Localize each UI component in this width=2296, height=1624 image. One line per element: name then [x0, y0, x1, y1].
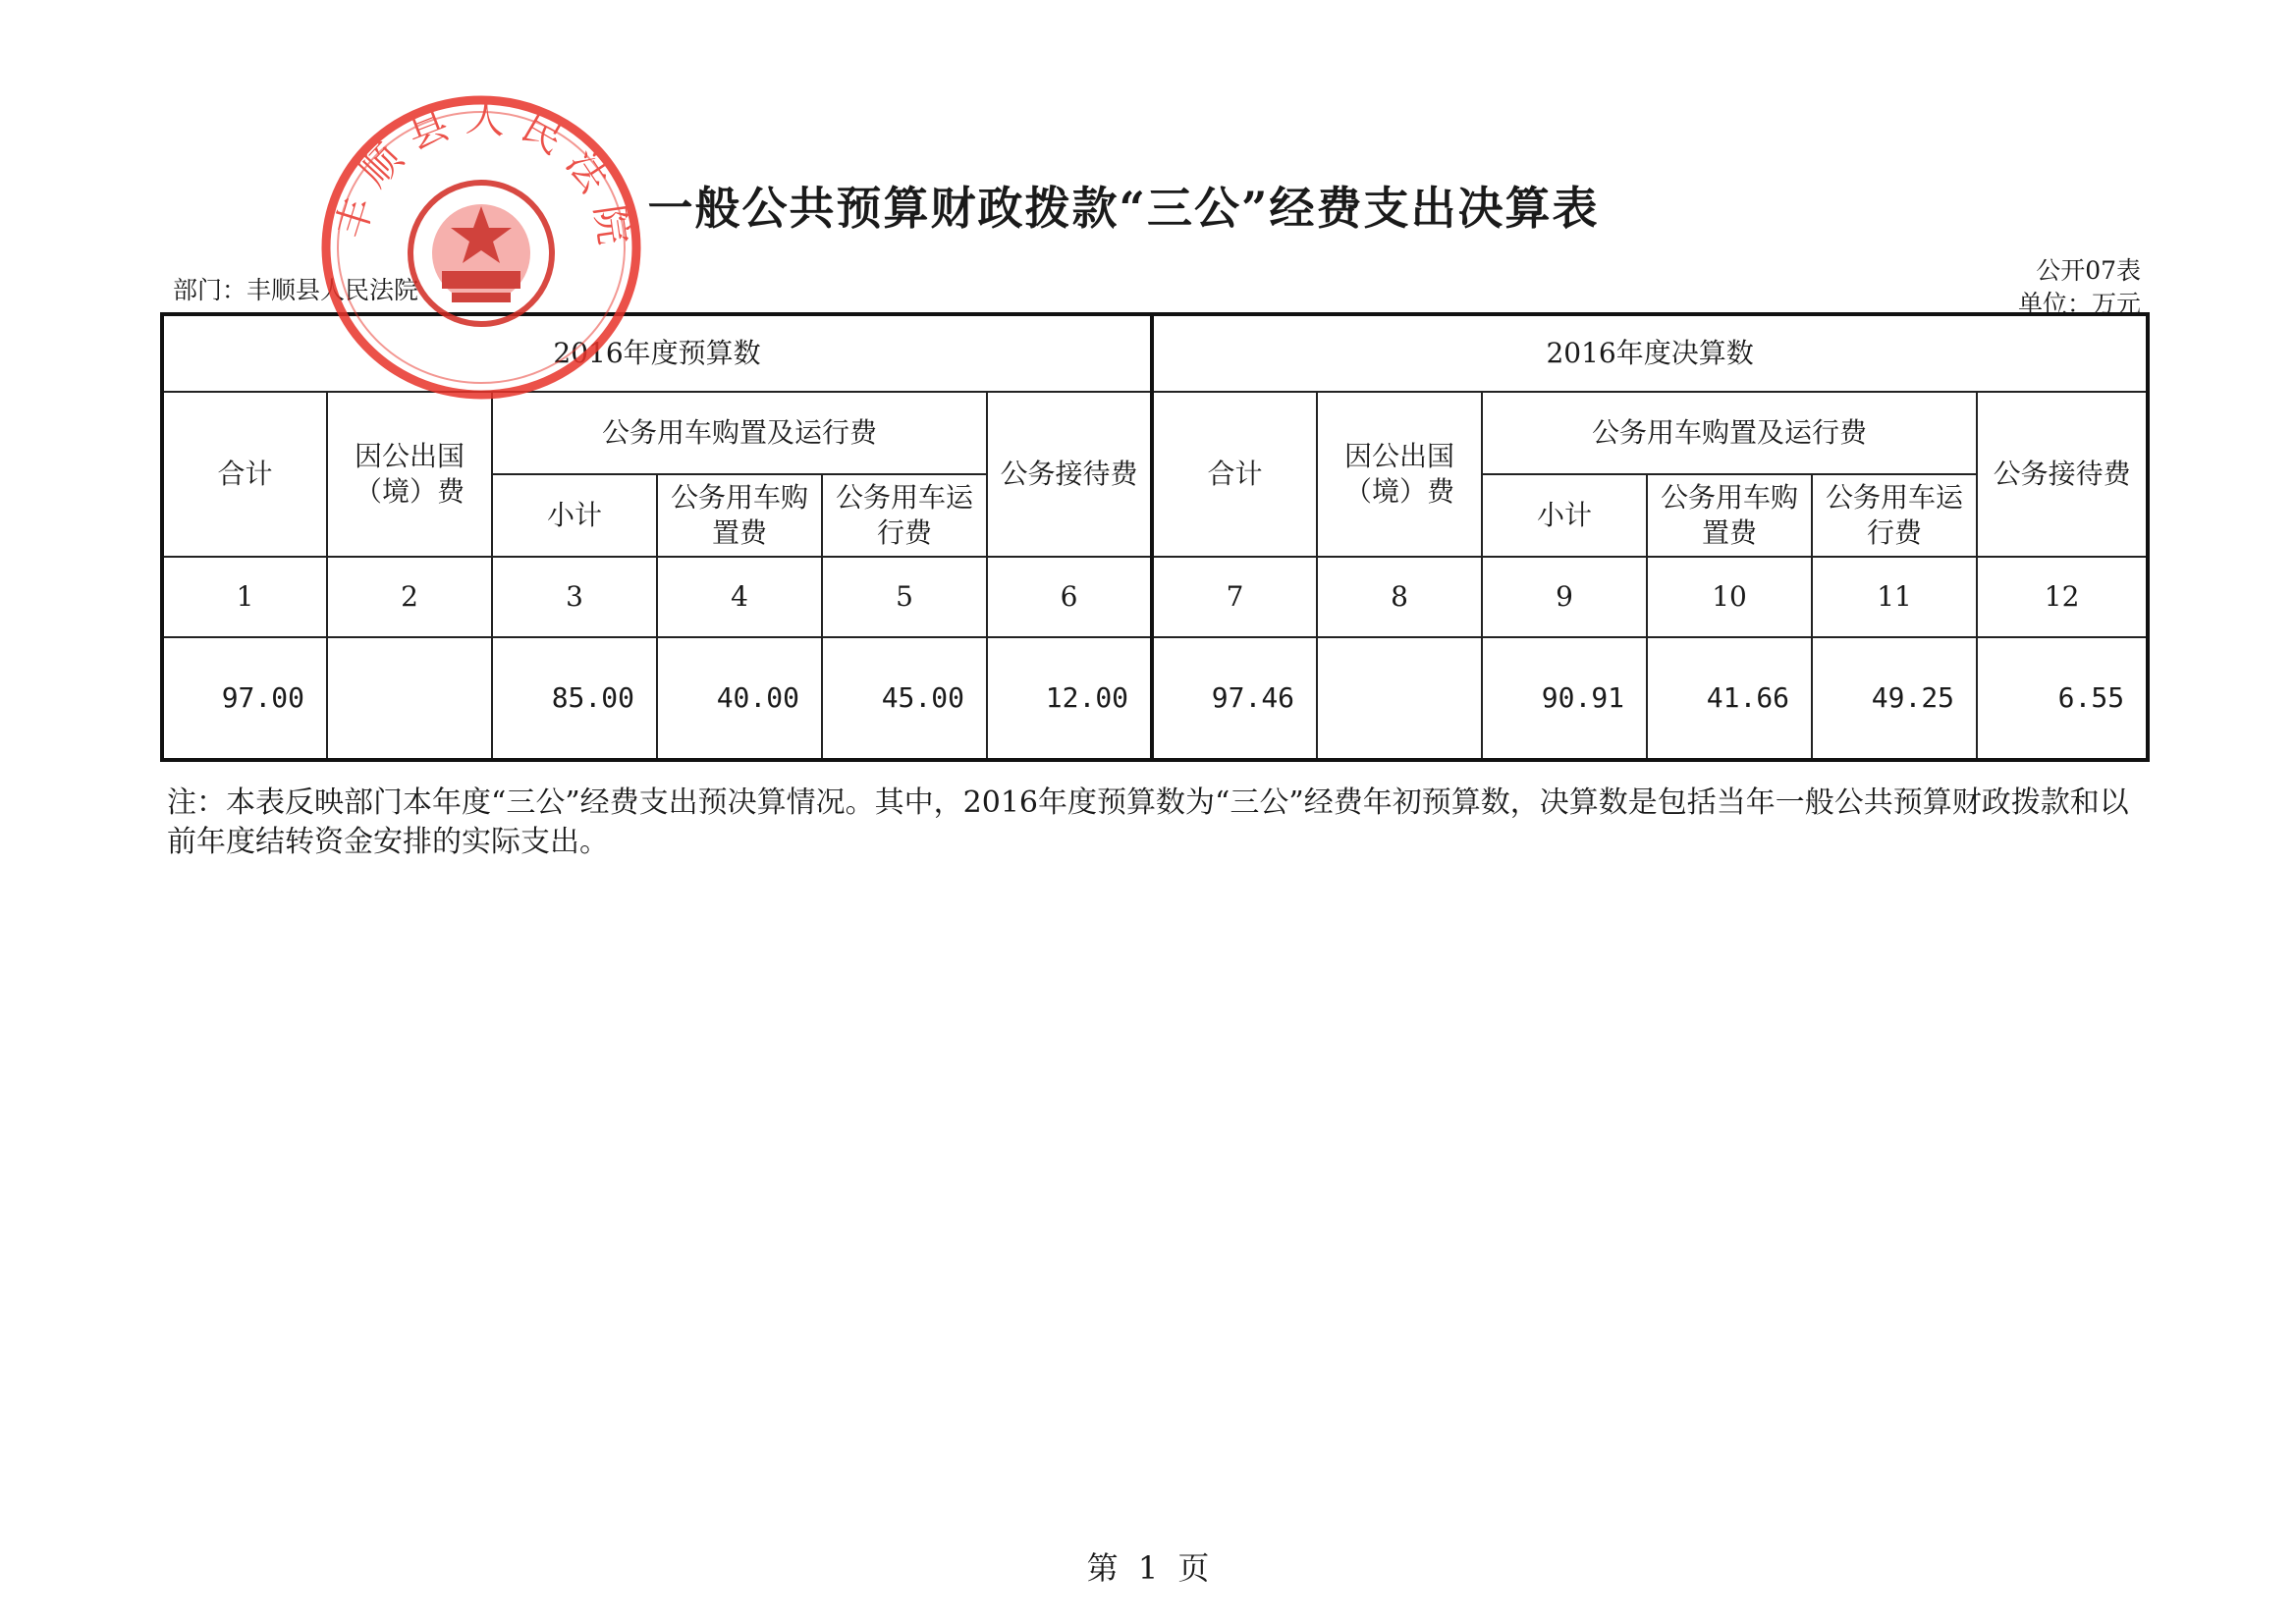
footnote: 注：本表反映部门本年度“三公”经费支出预决算情况。其中，2016年度预算数为“三公”经费年初预算数，决算数是包括当年一般公共预算财政拨款和以前年度结转资金安排的实际支出。 — [167, 785, 2129, 859]
col-number: 5 — [822, 557, 987, 637]
header-final-total: 合计 — [1152, 392, 1317, 557]
page-number: 第 1 页 — [1086, 1549, 1210, 1587]
column-number-row — [162, 557, 2148, 637]
col-number: 1 — [162, 557, 327, 637]
value-final-vehicle-operation: 49.25 — [1812, 637, 1977, 760]
col-number: 11 — [1812, 557, 1977, 637]
col-number: 2 — [327, 557, 492, 637]
value-budget-subtotal: 85.00 — [492, 637, 657, 760]
header-budget-vehicle-operation: 公务用车运行费 — [822, 474, 987, 557]
value-budget-reception: 12.00 — [987, 637, 1152, 760]
department-label: 部门：丰顺县人民法院 — [173, 276, 419, 304]
header-budget-reception: 公务接待费 — [987, 392, 1152, 557]
svg-text:丰顺县人民法院: 丰顺县人民法院 — [327, 94, 638, 261]
header-budget-total: 合计 — [162, 392, 327, 557]
header-budget-vehicle-purchase: 公务用车购置费 — [657, 474, 822, 557]
form-number: 公开07表 — [2036, 256, 2141, 285]
col-number: 10 — [1647, 557, 1812, 637]
value-final-subtotal: 90.91 — [1482, 637, 1647, 760]
group-header-row — [162, 314, 2148, 392]
header-budget-vehicle: 公务用车购置及运行费 — [492, 392, 987, 474]
header-final-reception: 公务接待费 — [1977, 392, 2148, 557]
header-final-vehicle: 公务用车购置及运行费 — [1482, 392, 1977, 474]
value-budget-abroad — [327, 637, 492, 760]
header-final-subtotal: 小计 — [1482, 474, 1647, 557]
col-number: 4 — [657, 557, 822, 637]
col-number: 7 — [1152, 557, 1317, 637]
col-number: 6 — [987, 557, 1152, 637]
value-budget-vehicle-operation: 45.00 — [822, 637, 987, 760]
col-number: 12 — [1977, 557, 2148, 637]
document-title: 一般公共预算财政拨款“三公”经费支出决算表 — [647, 182, 1600, 235]
value-final-abroad — [1317, 637, 1482, 760]
unit-label: 单位：万元 — [2017, 290, 2141, 318]
col-number: 3 — [492, 557, 657, 637]
value-budget-total: 97.00 — [162, 637, 327, 760]
col-number: 9 — [1482, 557, 1647, 637]
group-final: 2016年度决算数 — [1152, 314, 2148, 392]
header-final-vehicle-operation: 公务用车运行费 — [1812, 474, 1977, 557]
value-final-vehicle-purchase: 41.66 — [1647, 637, 1812, 760]
header-budget-abroad: 因公出国（境）费 — [327, 392, 492, 557]
value-budget-vehicle-purchase: 40.00 — [657, 637, 822, 760]
column-header-row — [162, 392, 2148, 474]
group-budget: 2016年度预算数 — [162, 314, 1152, 392]
value-final-total: 97.46 — [1152, 637, 1317, 760]
expenditure-table — [160, 312, 2150, 762]
col-number: 8 — [1317, 557, 1482, 637]
value-final-reception: 6.55 — [1977, 637, 2148, 760]
value-row — [162, 637, 2148, 760]
header-budget-subtotal: 小计 — [492, 474, 657, 557]
header-final-abroad: 因公出国（境）费 — [1317, 392, 1482, 557]
header-final-vehicle-purchase: 公务用车购置费 — [1647, 474, 1812, 557]
